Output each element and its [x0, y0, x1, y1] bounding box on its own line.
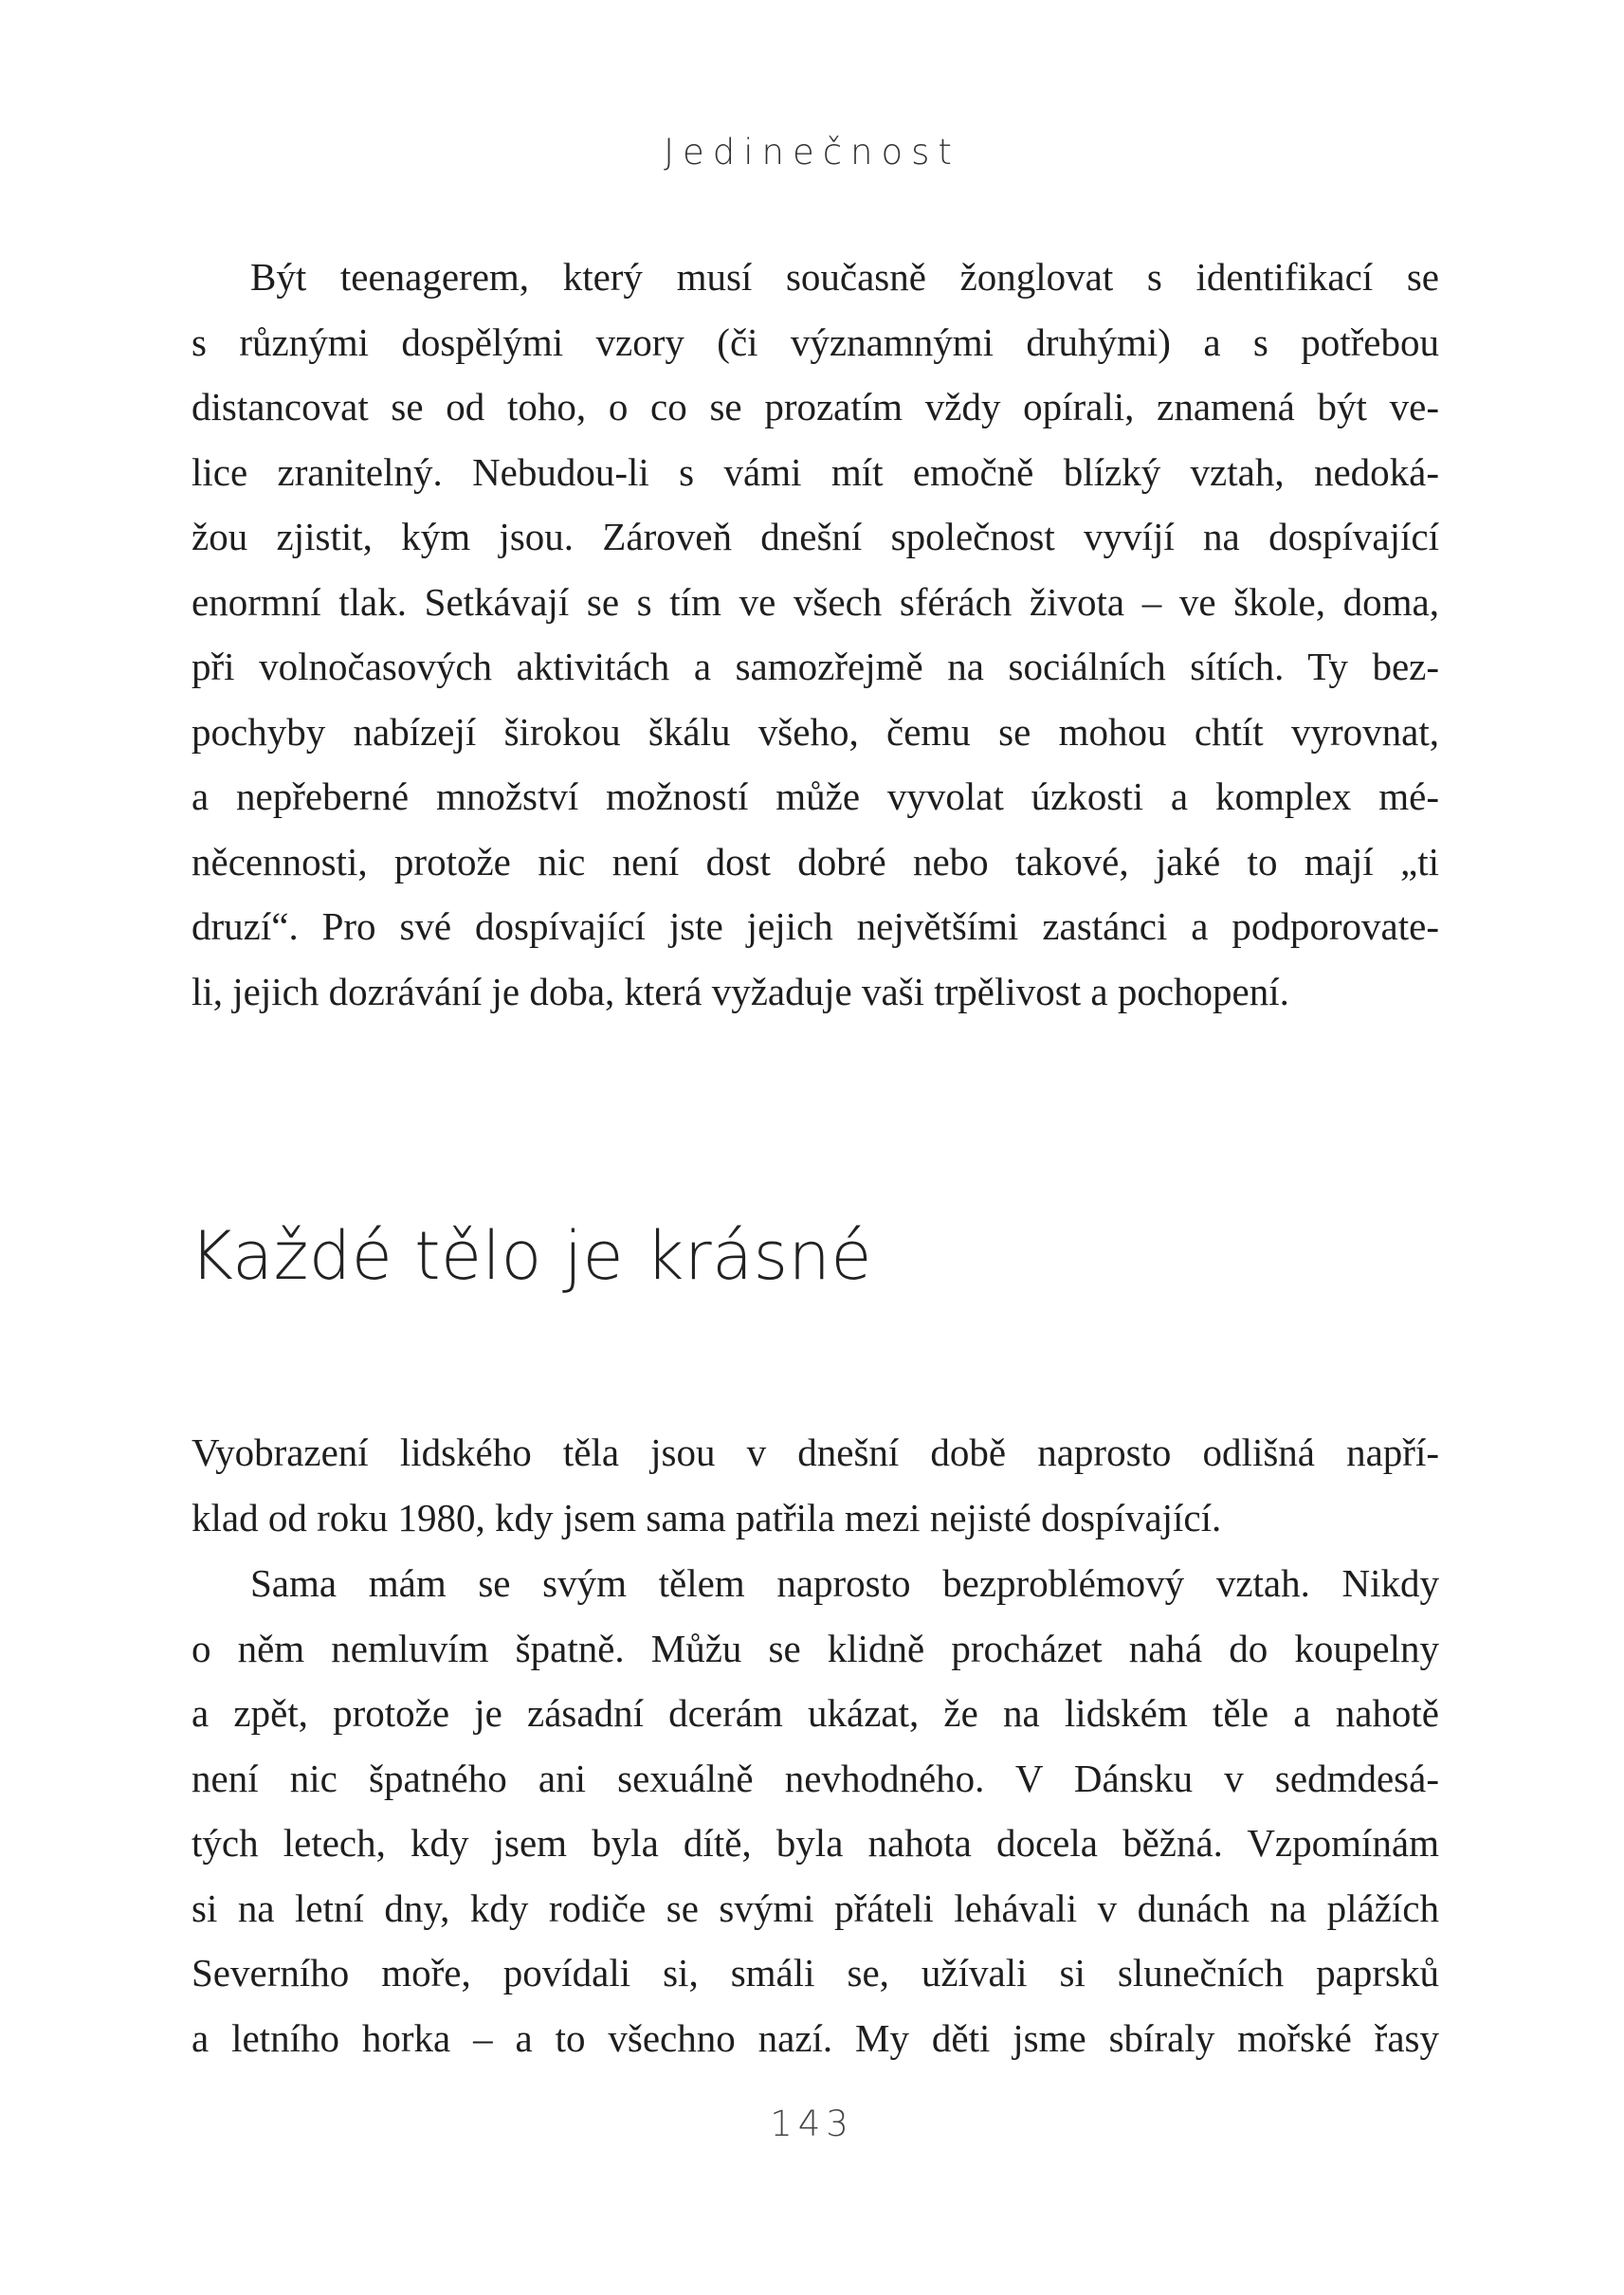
paragraph-1: [192, 245, 1439, 1024]
text-line: Severního moře, povídali si, smáli se, užívali si slunečních paprsků: [192, 1951, 1439, 1994]
text-line: při volnočasových aktivitách a samozřejmě na sociálních sítích. Ty bez-: [192, 645, 1439, 688]
text-line: o něm nemluvím špatně. Můžu se klidně procházet nahá do koupelny: [192, 1626, 1439, 1670]
paragraph-2: [192, 1420, 1439, 1550]
text-line: žou zjistit, kým jsou. Zároveň dnešní společnost vyvíjí na dospívající: [192, 515, 1439, 558]
section-heading: Každé tělo je krásné: [190, 1217, 872, 1295]
text-line: distancovat se od toho, o co se prozatím vždy opírali, znamená být ve-: [192, 385, 1439, 428]
text-line: Sama mám se svým tělem naprosto bezproblémový vztah. Nikdy: [250, 1561, 1439, 1605]
text-line: tých letech, kdy jsem byla dítě, byla nahota docela běžná. Vzpomínám: [192, 1821, 1439, 1865]
text-line: Vyobrazení lidského těla jsou v dnešní době naprosto odlišná napří-: [192, 1430, 1439, 1474]
text-line: pochyby nabízejí širokou škálu všeho, čemu se mohou chtít vyrovnat,: [192, 709, 1439, 754]
page-number: 143: [770, 2104, 854, 2144]
text-line: lice zranitelný. Nebudou-li s vámi mít emočně blízký vztah, nedoká-: [192, 449, 1439, 494]
text-line: li, jejich dozrávání je doba, která vyžaduje vaši trpělivost a pochopení.: [192, 969, 1289, 1013]
text-line: druzí“. Pro své dospívající jste jejich největšími zastánci a podporovate-: [192, 904, 1439, 948]
text-line: klad od roku 1980, kdy jsem sama patřila mezi nejisté dospívající.: [192, 1495, 1222, 1539]
text-line: enormní tlak. Setkávají se s tím ve všech sférách života – ve škole, doma,: [192, 579, 1439, 624]
text-line: si na letní dny, kdy rodiče se svými přáteli lehávali v dunách na plážích: [192, 1885, 1439, 1930]
running-header: Jedinečnost: [664, 132, 960, 173]
text-line: Být teenagerem, který musí současně žonglovat s identifikací se: [250, 255, 1439, 299]
paragraph-3: [192, 1551, 1439, 2070]
text-line: s různými dospělými vzory (či významnými druhými) a s potřebou: [192, 319, 1439, 364]
text-line: a zpět, protože je zásadní dcerám ukázat, že na lidském těle a nahotě: [192, 1691, 1439, 1735]
text-line: něcennosti, protože nic není dost dobré nebo takové, jaké to mají „ti: [192, 839, 1439, 883]
text-line: a nepřeberné množství možností může vyvolat úzkosti a komplex mé-: [192, 774, 1439, 818]
text-line: není nic špatného ani sexuálně nevhodného. V Dánsku v sedmdesá-: [192, 1756, 1439, 1800]
text-line: a letního horka – a to všechno nazí. My děti jsme sbíraly mořské řasy: [192, 2015, 1439, 2060]
